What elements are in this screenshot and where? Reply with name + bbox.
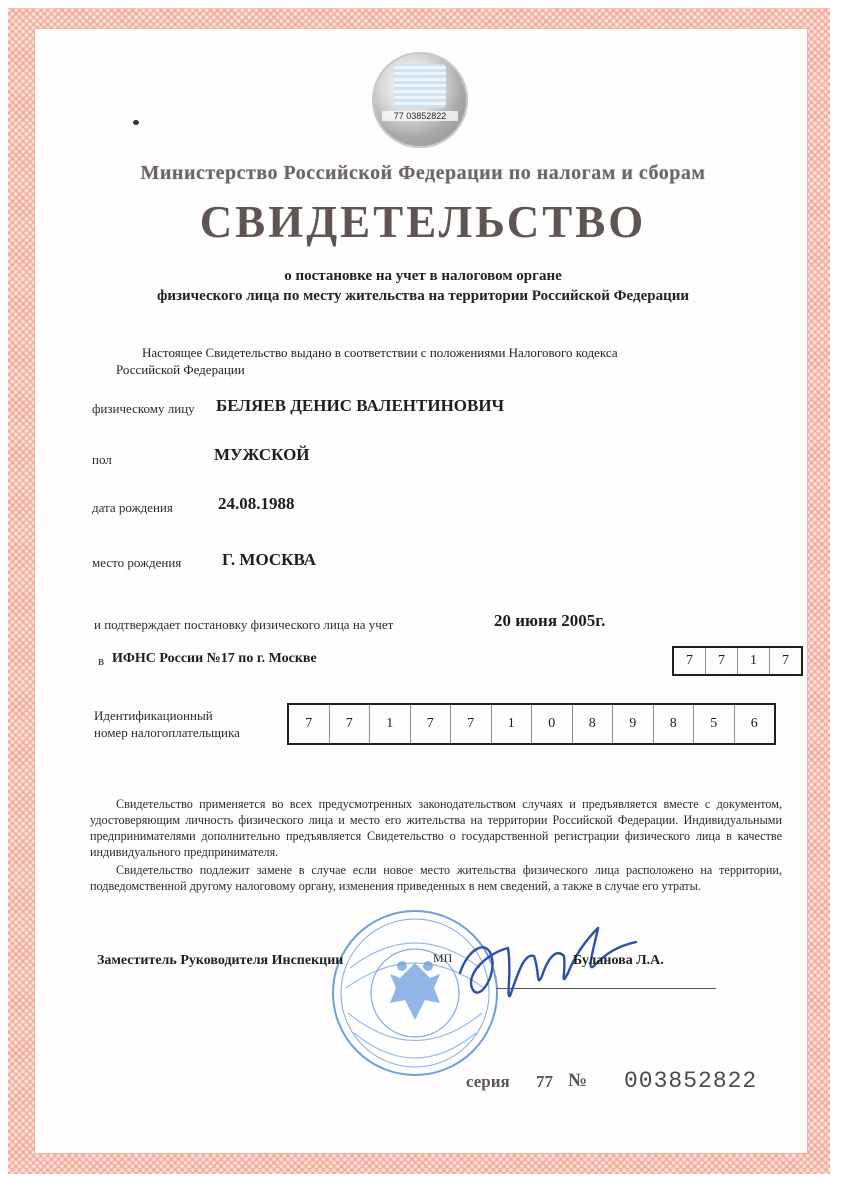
signatory-name: Буланова Л.А. (573, 953, 664, 968)
birth-place-label: место рождения (92, 555, 182, 570)
inn-digit: 7 (451, 705, 492, 743)
inn-digit: 1 (492, 705, 533, 743)
registration-date: 20 июня 2005г. (494, 611, 606, 630)
ministry-name: Министерство Российской Федерации по налогам и сборам (140, 162, 706, 184)
ink-dot (133, 120, 139, 125)
sex-value: МУЖСКОЙ (214, 445, 310, 464)
birth-date-label: дата рождения (92, 500, 173, 515)
birth-place-value: Г. МОСКВА (222, 550, 317, 569)
inn-digit: 5 (694, 705, 735, 743)
inn-digit: 1 (370, 705, 411, 743)
terms-paragraph-2: Свидетельство подлежит замене в случае если новое место жительства физического лица расположено на территории, подведомственной другому налоговому органу, изменения приведенных в нем сведений, а также в случае его утраты. (90, 863, 782, 893)
serial-number: 003852822 (624, 1068, 758, 1094)
intro-line-2: Российской Федерации (116, 362, 245, 377)
signature-line (496, 988, 716, 989)
inn-label-line-1: Идентификационный (94, 708, 213, 723)
inn-digit: 6 (750, 716, 758, 731)
name-label: физическому лицу (92, 401, 195, 416)
certificate-terms (90, 796, 782, 896)
series-label: серия (466, 1072, 510, 1091)
intro-line-1: Настоящее Свидетельство выдано в соответствии с положениями Налогового кодекса (142, 345, 618, 360)
intro-text (116, 344, 676, 378)
authority-code-digit: 7 (674, 648, 706, 674)
subtitle-line-2: физического лица по месту жительства на территории Российской Федерации (156, 288, 690, 304)
inn-digit: 7 (411, 705, 452, 743)
tax-authority-name: ИФНС России №17 по г. Москве (112, 651, 317, 666)
hologram-emblem (394, 64, 446, 108)
inn-digit: 8 (573, 705, 614, 743)
inn-digit: 7 (330, 705, 371, 743)
authority-code-digit: 7 (706, 648, 738, 674)
stamp-place-label: МП (433, 951, 453, 965)
authority-code-digit: 1 (738, 648, 770, 674)
number-sign: № (568, 1070, 588, 1091)
authority-code-digit: 7 (782, 653, 789, 668)
subtitle-line-1: о постановке на учет в налоговом органе (284, 268, 562, 284)
sex-label: пол (92, 452, 112, 467)
inn-label (94, 707, 240, 741)
series-value: 77 (536, 1072, 553, 1091)
authority-prefix: в (98, 653, 105, 668)
inn-digit: 8 (654, 705, 695, 743)
signatory-position: Заместитель Руководителя Инспекции (97, 953, 344, 968)
birth-date-value: 24.08.1988 (218, 494, 295, 513)
inn-label-line-2: номер налогоплательщика (94, 725, 240, 740)
document-subtitle (90, 266, 756, 306)
authority-code-boxes (672, 646, 803, 676)
document-title: СВИДЕТЕЛЬСТВО (199, 197, 647, 247)
hologram-seal (372, 52, 468, 148)
name-value: БЕЛЯЕВ ДЕНИС ВАЛЕНТИНОВИЧ (216, 396, 505, 415)
inn-digit-boxes (287, 703, 776, 745)
hologram-number: 77 03852822 (382, 111, 458, 121)
inn-digit: 0 (532, 705, 573, 743)
inn-digit: 9 (613, 705, 654, 743)
terms-paragraph-1: Свидетельство применяется во всех предусмотренных законодательством случаях и предъявляется вместе с документом, удостоверяющим личность физического лица и место его жительства на территории Российской Федерации. Индивидуальными предпринимателями дополнительно предъявляется Свидетельство о государственной регистрации физического лица в качестве индивидуального предпринимателя. (90, 797, 782, 859)
inn-digit: 7 (289, 705, 330, 743)
registration-confirm-label: и подтверждает постановку физического лица на учет (94, 617, 394, 632)
